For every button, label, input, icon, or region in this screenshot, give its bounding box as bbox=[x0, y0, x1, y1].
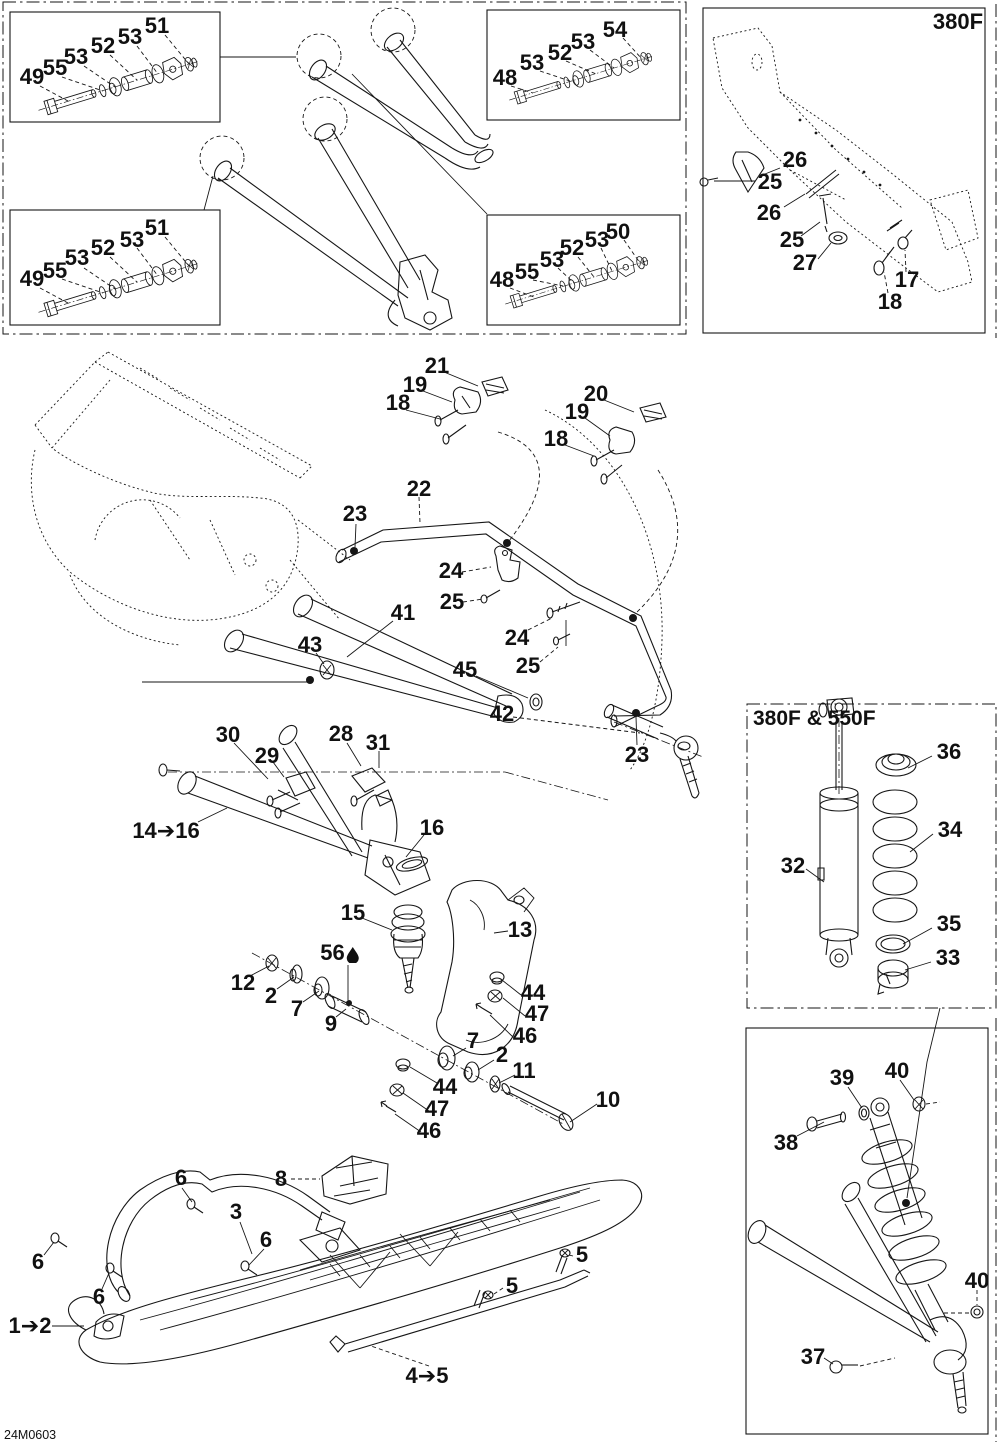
callout-label: 5 bbox=[575, 1242, 589, 1267]
callout-label: 22 bbox=[406, 476, 432, 501]
callout-label: 6 bbox=[92, 1284, 106, 1309]
callout-label: 18 bbox=[877, 289, 903, 314]
callout-label: 47 bbox=[424, 1096, 450, 1121]
callout-label: 25 bbox=[515, 653, 541, 678]
panel-title-380f: 380F bbox=[932, 9, 984, 34]
callout-label: 1➔2 bbox=[8, 1313, 52, 1338]
callout-label: 36 bbox=[936, 739, 962, 764]
lubricant-drop-icon bbox=[347, 946, 360, 963]
callout-label: 48 bbox=[492, 65, 518, 90]
callout-label: 2 bbox=[264, 983, 278, 1008]
callout-label: 19 bbox=[402, 372, 428, 397]
callout-label: 16 bbox=[419, 815, 445, 840]
callout-label: 4➔5 bbox=[405, 1363, 449, 1388]
callout-label: 47 bbox=[524, 1001, 550, 1026]
callout-label: 53 bbox=[519, 50, 545, 75]
callout-label: 42 bbox=[489, 701, 515, 726]
callout-label: 5 bbox=[505, 1273, 519, 1298]
callout-label: 53 bbox=[570, 29, 596, 54]
callout-label: 37 bbox=[800, 1344, 826, 1369]
callout-label: 44 bbox=[432, 1074, 458, 1099]
callout-label: 13 bbox=[507, 917, 533, 942]
callout-label: 53 bbox=[119, 227, 145, 252]
callout-label: 6 bbox=[31, 1249, 45, 1274]
callout-label: 19 bbox=[564, 399, 590, 424]
callout-label: 55 bbox=[42, 258, 68, 283]
callout-label: 6 bbox=[259, 1227, 273, 1252]
callout-label: 18 bbox=[543, 426, 569, 451]
callout-label: 56 bbox=[320, 942, 359, 964]
callout-label: 27 bbox=[792, 250, 818, 275]
callout-label: 24 bbox=[438, 558, 464, 583]
callout-label: 41 bbox=[390, 600, 416, 625]
callout-label: 52 bbox=[90, 235, 116, 260]
document-code: 24M0603 bbox=[4, 1428, 57, 1442]
callout-label: 49 bbox=[19, 64, 45, 89]
callout-label: 35 bbox=[936, 911, 962, 936]
callout-label: 53 bbox=[64, 245, 90, 270]
callout-label: 52 bbox=[547, 40, 573, 65]
callout-label: 14➔16 bbox=[132, 818, 200, 843]
callout-label: 23 bbox=[342, 501, 368, 526]
callout-label: 53 bbox=[539, 247, 565, 272]
callout-label: 53 bbox=[117, 24, 143, 49]
callout-label: 21 bbox=[424, 353, 450, 378]
callout-label: 48 bbox=[489, 267, 515, 292]
callout-label: 45 bbox=[452, 657, 478, 682]
callout-label: 25 bbox=[439, 589, 465, 614]
callout-label: 51 bbox=[144, 13, 170, 38]
callout-label: 7 bbox=[466, 1028, 480, 1053]
callout-label: 54 bbox=[602, 17, 628, 42]
callout-label: 9 bbox=[324, 1011, 338, 1036]
callout-label: 51 bbox=[144, 215, 170, 240]
callout-label: 50 bbox=[605, 219, 631, 244]
callout-label: 43 bbox=[297, 632, 323, 657]
callout-label: 11 bbox=[512, 1058, 536, 1083]
callout-label: 40 bbox=[964, 1268, 990, 1293]
callout-label: 10 bbox=[595, 1087, 621, 1112]
callout-label: 6 bbox=[174, 1165, 188, 1190]
callout-label: 31 bbox=[365, 730, 391, 755]
callout-label: 33 bbox=[935, 945, 961, 970]
callout-label: 30 bbox=[215, 722, 241, 747]
callout-label: 18 bbox=[385, 390, 411, 415]
callout-label: 46 bbox=[416, 1118, 442, 1143]
callout-label: 49 bbox=[19, 266, 45, 291]
callout-label: 12 bbox=[230, 970, 256, 995]
callout-label: 39 bbox=[829, 1065, 855, 1090]
callout-label: 25 bbox=[757, 169, 783, 194]
panel-title-380f-550f: 380F & 550F bbox=[753, 707, 876, 730]
callout-label: 53 bbox=[584, 227, 610, 252]
callout-label: 28 bbox=[328, 721, 354, 746]
callout-label: 17 bbox=[894, 267, 920, 292]
callout-label: 8 bbox=[274, 1166, 288, 1191]
callout-label: 25 bbox=[779, 227, 805, 252]
callout-label: 29 bbox=[254, 743, 280, 768]
callout-label: 40 bbox=[884, 1058, 910, 1083]
callout-label: 3 bbox=[229, 1199, 243, 1224]
callout-label: 53 bbox=[63, 44, 89, 69]
callout-label: 23 bbox=[624, 742, 650, 767]
callout-label: 7 bbox=[290, 996, 304, 1021]
callout-label: 55 bbox=[514, 259, 540, 284]
callout-label: 26 bbox=[782, 147, 808, 172]
callout-label: 24 bbox=[504, 625, 530, 650]
callout-label: 20 bbox=[583, 381, 609, 406]
callout-label: 2 bbox=[495, 1042, 509, 1067]
callout-label: 32 bbox=[780, 853, 806, 878]
callout-label: 55 bbox=[42, 55, 68, 80]
callout-label: 38 bbox=[773, 1130, 799, 1155]
callout-label: 34 bbox=[937, 817, 963, 842]
callout-label: 46 bbox=[512, 1023, 538, 1048]
callout-label: 52 bbox=[90, 33, 116, 58]
callout-label: 44 bbox=[520, 980, 546, 1005]
callout-label: 52 bbox=[559, 235, 585, 260]
callout-label: 15 bbox=[340, 900, 366, 925]
callout-label: 26 bbox=[756, 200, 782, 225]
